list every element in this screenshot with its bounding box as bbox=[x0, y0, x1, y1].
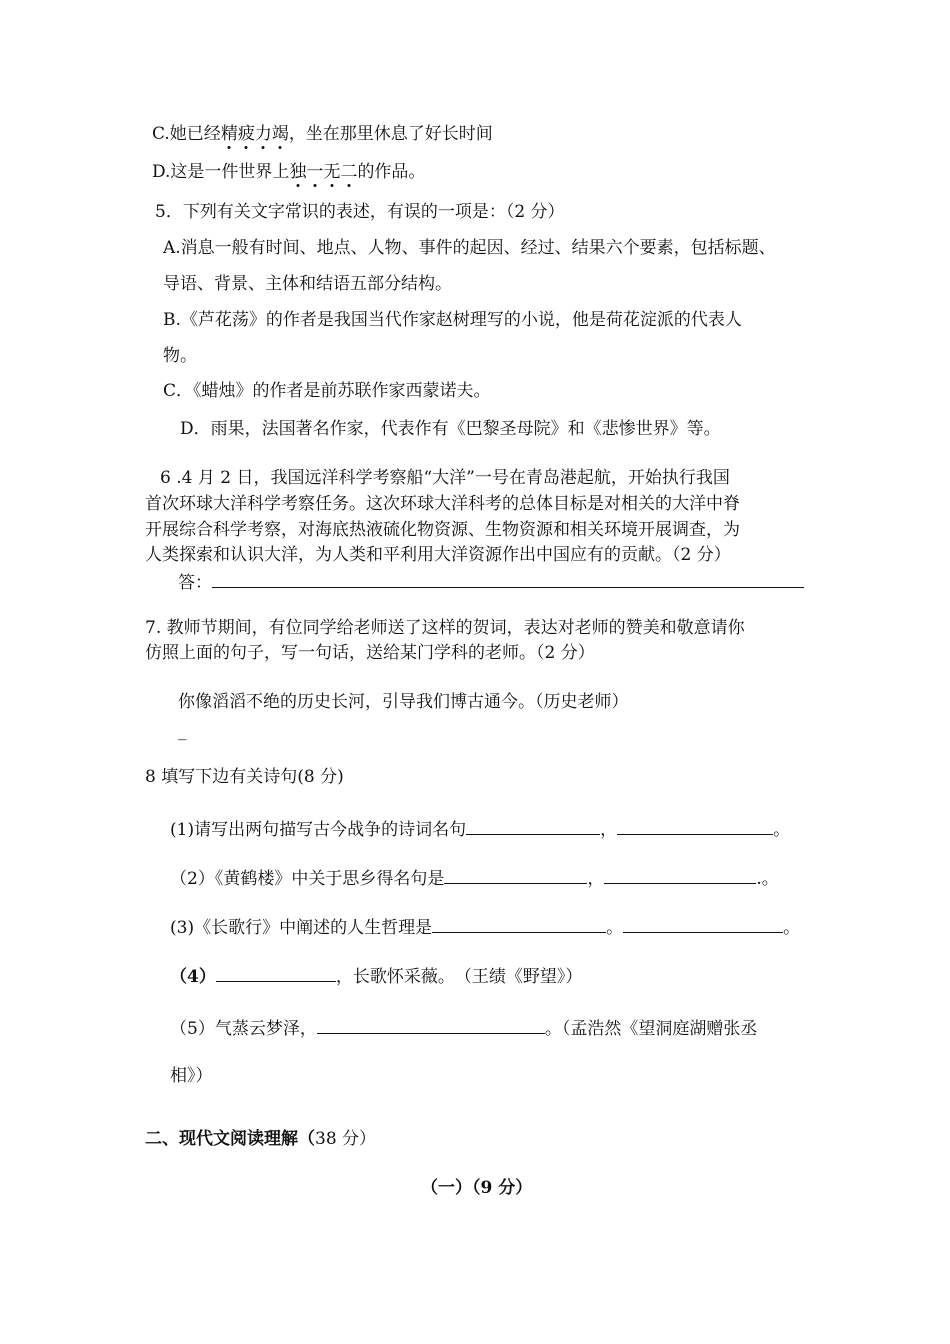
q6-line1: 6 .4 月 2 日，我国远洋科学考察船“大洋”一号在青岛港起航，开始执行我国 bbox=[160, 468, 730, 488]
q8-item1-period: 。 bbox=[773, 820, 791, 840]
q8-item2-end: .。 bbox=[756, 869, 779, 889]
q8-item3-blank1[interactable] bbox=[432, 914, 606, 933]
q8-item3-blank2[interactable] bbox=[623, 914, 783, 933]
option-c-line bbox=[152, 123, 493, 145]
q8-item3-period2: 。 bbox=[783, 918, 801, 938]
q8-item1 bbox=[170, 816, 790, 841]
q8-item4-number: （4） bbox=[170, 967, 216, 987]
q8-item2-comma: ， bbox=[587, 869, 605, 889]
q8-item3-period1: 。 bbox=[606, 918, 624, 938]
q8-item3-text: (3)《长歌行》中阐述的人生哲理是 bbox=[170, 918, 433, 938]
q5-option-a-line2: 导语、背景、主体和结语五部分结构。 bbox=[163, 274, 452, 294]
option-c-text: C.她已经精疲力竭，坐在那里休息了好长时间 bbox=[152, 124, 493, 144]
q6-line4: 人类探索和认识大洋，为人类和平利用大洋资源作出中国应有的贡献。（2 分） bbox=[145, 545, 731, 565]
q7-example: 你像滔滔不绝的历史长河，引导我们博古通今。（历史老师） bbox=[178, 692, 629, 712]
q6-line2: 首次环球大洋科学考察任务。这次环球大洋科考的总体目标是对相关的大洋中脊 bbox=[145, 494, 740, 514]
q8-title: 8 填写下边有关诗句(8 分) bbox=[145, 767, 344, 787]
q5-option-b-line1: B.《芦花荡》的作者是我国当代作家赵树理写的小说，他是荷花淀派的代表人 bbox=[163, 310, 742, 330]
option-d-line bbox=[152, 161, 425, 183]
q8-item5-text-a: （5）气蒸云梦泽， bbox=[170, 1019, 317, 1039]
q5-option-b-line2: 物。 bbox=[163, 346, 197, 366]
q5-stem: 5．下列有关文字常识的表述，有误的一项是：（2 分） bbox=[155, 202, 565, 222]
q7-line2: 仿照上面的句子，写一句话，送给某门学科的老师。（2 分） bbox=[145, 643, 595, 663]
q5-option-d: D．雨果，法国著名作家，代表作有《巴黎圣母院》和《悲惨世界》等。 bbox=[180, 419, 721, 439]
q8-item2-blank2[interactable] bbox=[604, 865, 756, 884]
q8-item1-comma: ， bbox=[600, 820, 618, 840]
section2-title-a: 二、现 bbox=[145, 1129, 196, 1149]
q8-item1-text: (1)请写出两句描写古今战争的诗词名句 bbox=[170, 820, 467, 840]
section2-subtitle: （一）（9 分） bbox=[421, 1178, 533, 1198]
q7-line1: 7. 教师节期间，有位同学给老师送了这样的贺词，表达对老师的赞美和敬意请你 bbox=[145, 618, 745, 638]
section2-title-d: 理解 bbox=[264, 1129, 298, 1149]
section2-title-f: 38 分） bbox=[315, 1129, 377, 1149]
q6-answer-label: 答： bbox=[178, 573, 212, 593]
q8-item5-text-b: 。（孟浩然《望洞庭湖赠张丞 bbox=[544, 1019, 758, 1039]
q8-item1-blank2[interactable] bbox=[617, 816, 773, 835]
q8-item5-continued: 相》） bbox=[170, 1066, 213, 1086]
q8-item1-blank1[interactable] bbox=[466, 816, 600, 835]
q8-item2 bbox=[170, 865, 779, 890]
q8-item2-text: （2）《黄鹤楼》中关于思乡得名句是 bbox=[170, 869, 445, 889]
section2-title-c: 阅读 bbox=[230, 1129, 264, 1149]
q6-line3: 开展综合科学考察，对海底热液硫化物资源、生物资源和相关环境开展调查，为 bbox=[145, 520, 740, 540]
q8-item4-text: ，长歌怀采薇。 （王绩《野望》） bbox=[335, 967, 583, 987]
section2-title bbox=[145, 1128, 376, 1150]
q8-item5 bbox=[170, 1015, 757, 1040]
q8-item4-blank[interactable] bbox=[216, 963, 336, 982]
section2-title-e: （ bbox=[298, 1129, 315, 1149]
option-d-text: D.这是一件世界上独一无二的作品。 bbox=[152, 162, 426, 182]
q8-item4 bbox=[170, 963, 582, 988]
q5-option-a-line1: A.消息一般有时间、地点、人物、事件的起因、经过、结果六个要素，包括标题、 bbox=[163, 238, 776, 258]
q7-answer-dash[interactable]: _ bbox=[178, 721, 187, 741]
q8-item2-blank1[interactable] bbox=[444, 865, 587, 884]
q8-item5-blank[interactable] bbox=[317, 1015, 545, 1034]
q5-option-c: C．《蜡烛》的作者是前苏联作家西蒙诺夫。 bbox=[163, 381, 491, 401]
section2-title-b: 代文 bbox=[196, 1129, 230, 1149]
q6-answer-blank[interactable] bbox=[212, 569, 804, 588]
q8-item3 bbox=[170, 914, 800, 939]
q6-answer-row bbox=[178, 569, 804, 594]
